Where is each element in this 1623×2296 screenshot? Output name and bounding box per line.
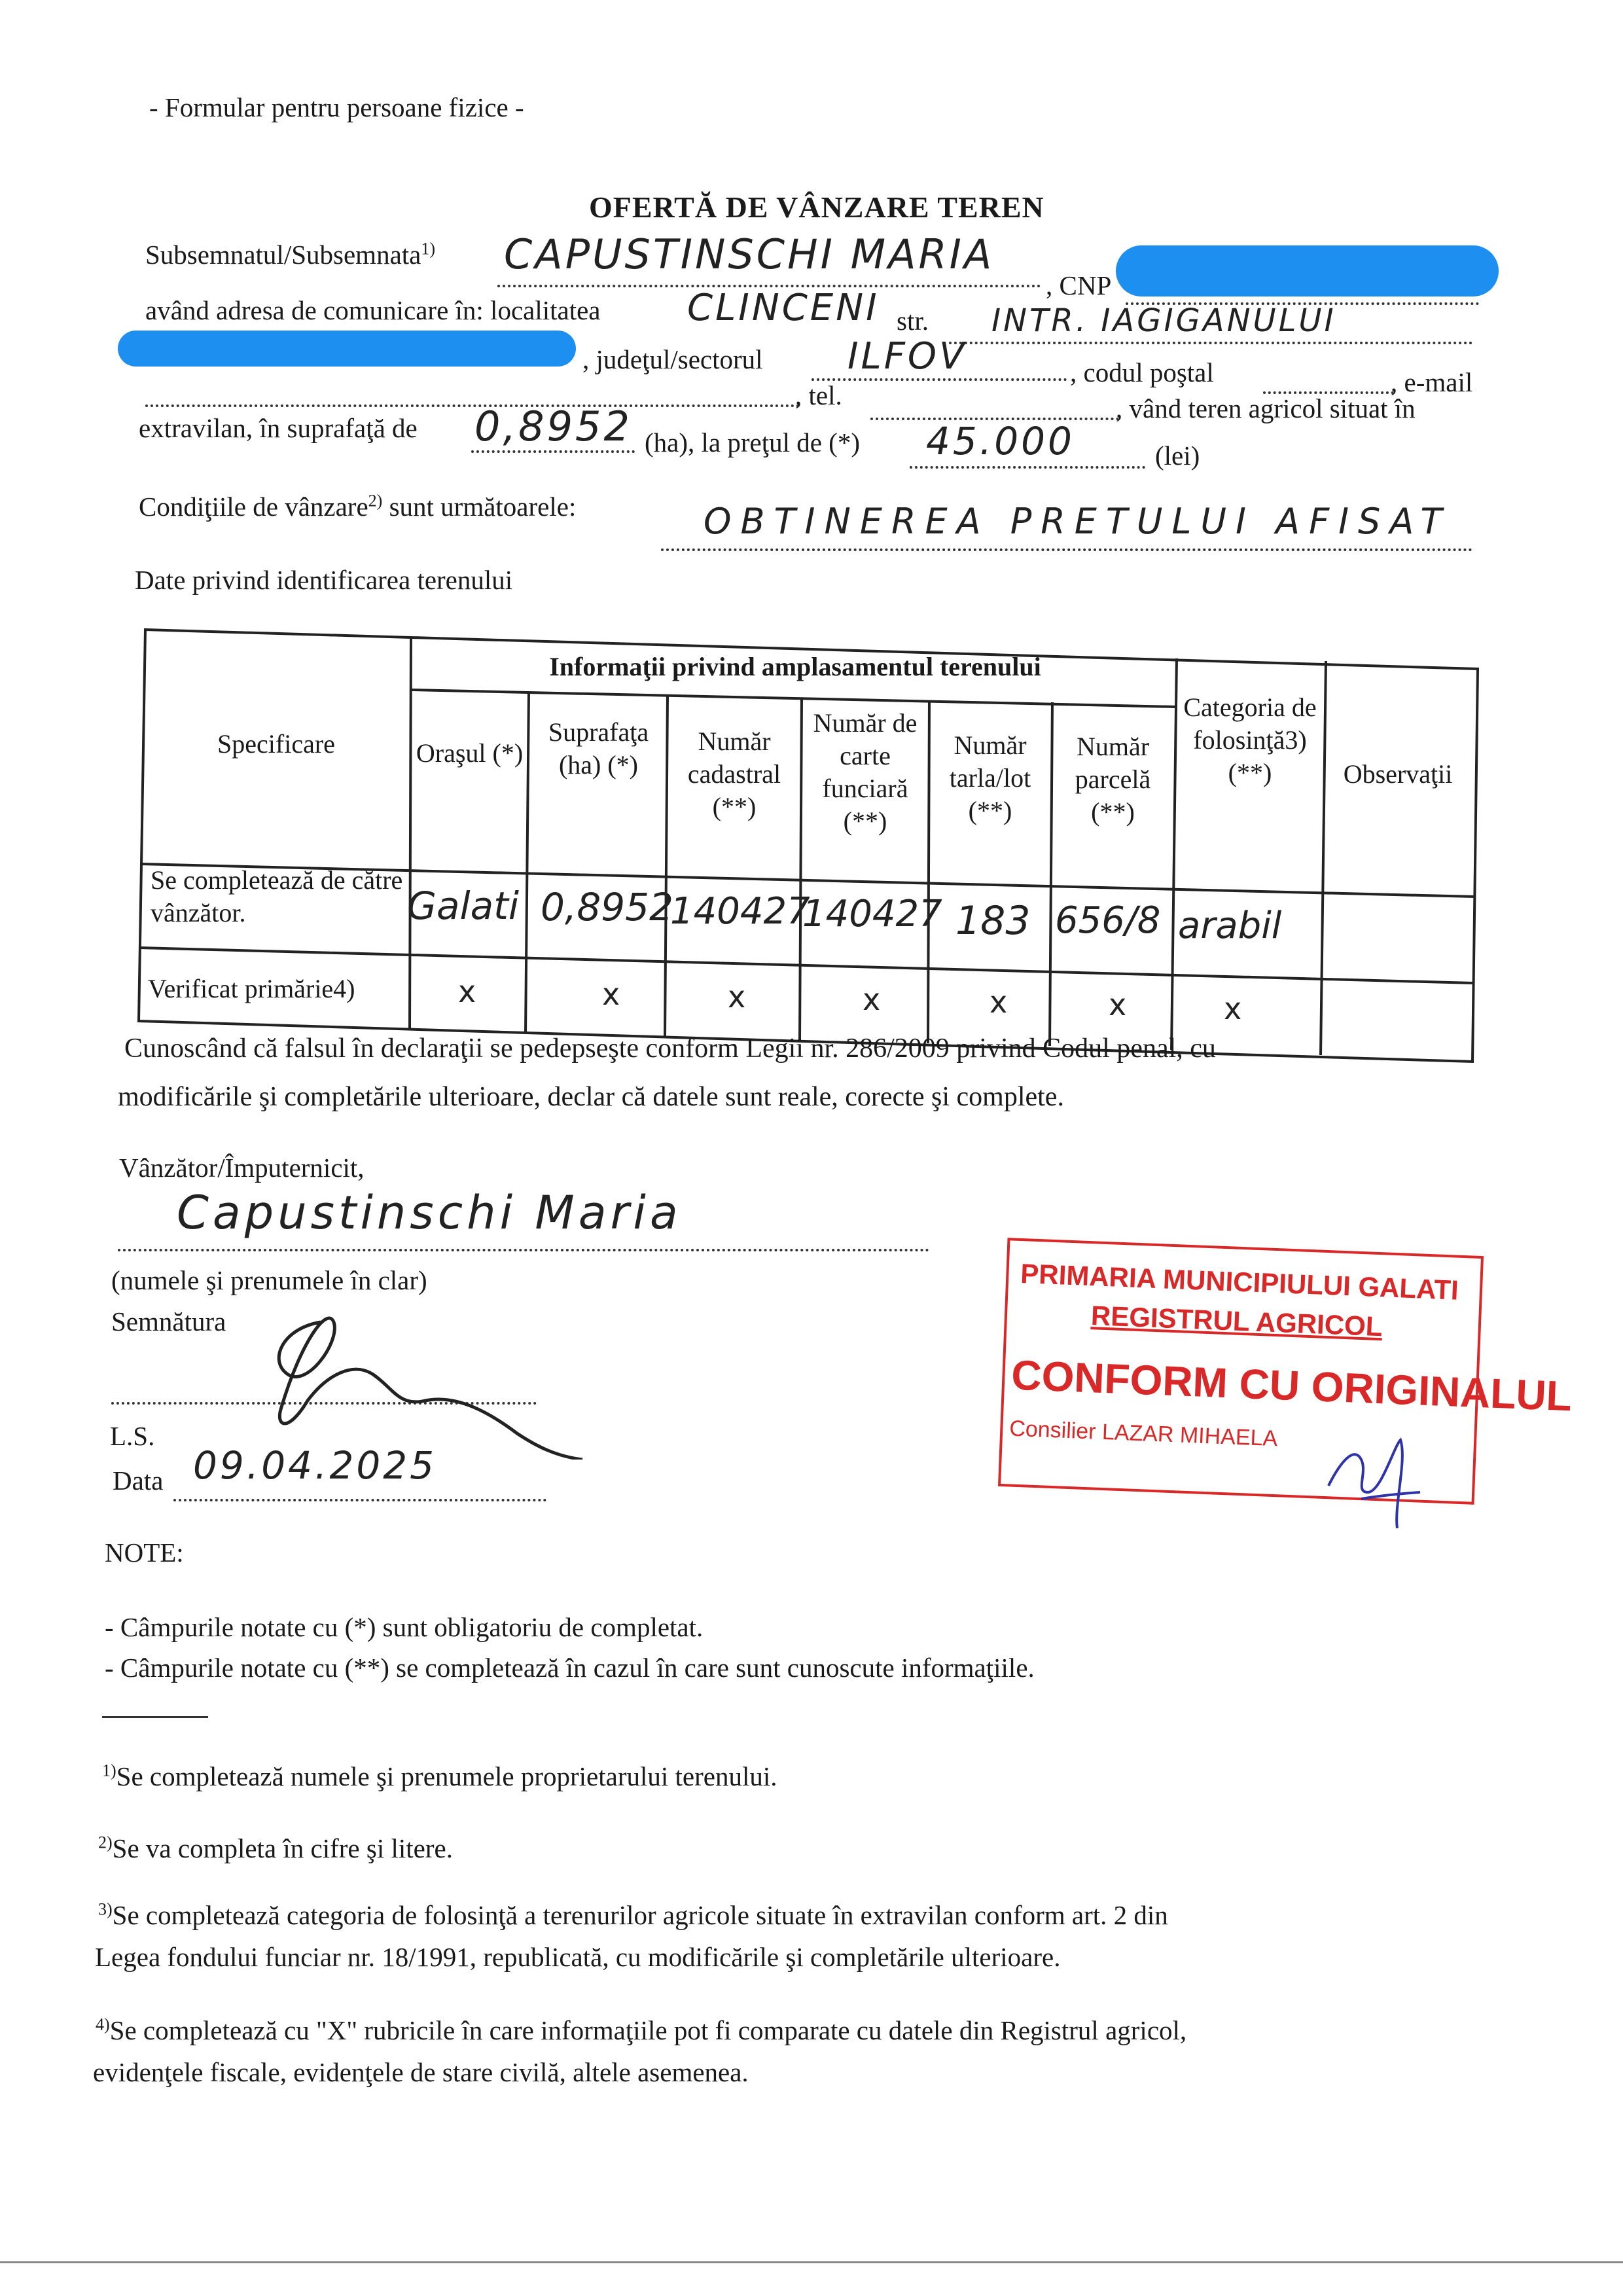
address-label: având adresa de comunicare în: localitatea [145,295,601,325]
footnote-4a: $^{4)}$Se completează cu "X" rubricile în care informaţiile pot fi comparate cu datele din Registrul agricol, [96,2015,1187,2045]
lei-label: (lei) [1155,440,1200,471]
street-value[interactable]: INTR. IAGIGANULUI [991,302,1336,339]
signature-label: Semnătura [111,1306,226,1336]
declaration-line-1: Cunoscând că falsul în declaraţii se pedepseşte conform Legii nr. 286/2009 privind Codul penal, cu [124,1033,1216,1064]
cell-suprafata[interactable]: 0,8952 [541,885,673,929]
conditii-label: Condiţiile de vânzare$^{2)}$ sunt următoarele: [139,491,577,522]
col-orasul: Oraşul (*) [416,738,524,768]
price-value[interactable]: 45.000 [926,419,1075,463]
notes-divider [102,1716,208,1718]
localitate-value[interactable]: CLINCENI [687,287,880,329]
col-parcela: Număr parcelă (**) [1075,732,1151,827]
col-observatii: Observaţii [1343,759,1453,789]
street-label: str. [897,306,929,336]
land-data-label: Date privind identificarea terenului [135,565,513,595]
ha-price-label: (ha), la preţul de (*) [645,427,860,457]
judet-value[interactable]: ILFOV [847,335,967,378]
stamp-line-1: PRIMARIA MUNICIPIULUI GALATI [1020,1257,1459,1306]
email-label: , e-mail [1391,367,1473,397]
seller-name-value[interactable]: Capustinschi Maria [177,1186,682,1240]
footnote-4b: evidenţele fiscale, evidenţele de stare civilă, altele asemenea. [93,2057,749,2087]
conditii-value[interactable]: OBTINEREA PRETULUI AFISAT [704,501,1452,542]
cell-check-tarla[interactable]: x [990,984,1008,1020]
extravilan-label: extravilan, în suprafaţă de [139,413,418,443]
surface-value[interactable]: 0,8952 [474,403,632,450]
stamp-line-4: Consilier LAZAR MIHAELA [1008,1416,1278,1452]
col-cadastral: Număr cadastral (**) [687,726,781,821]
cell-orasul[interactable]: Galati [407,884,519,928]
scan-edge [0,2261,1623,2263]
col-specificare: Specificare [217,729,335,759]
form-type-note: - Formular pentru persoane fizice - [149,92,524,122]
footnote-3b: Legea fondului funciar nr. 18/1991, republicată, cu modificările şi completările ulterioare. [95,1942,1061,1972]
col-tarla: Număr tarla/lot (**) [949,730,1031,825]
cell-check-orasul[interactable]: x [458,974,476,1009]
ls-label: L.S. [110,1421,155,1451]
cell-carte-funciara[interactable]: 140427 [802,893,942,935]
footnote-1: $^{1)}$Se completează numele şi prenumele proprietarului terenului. [102,1761,777,1791]
owner-name-value[interactable]: CAPUSTINSCHI MARIA [504,230,995,278]
footnote-3a: $^{3)}$Se completează categoria de folosinţă a terenurilor agricole situate în extravilan conform art. 2 din [98,1899,1168,1930]
subsemnatul-label: Subsemnatul/Subsemnata$^{1)}$ [145,239,436,270]
cell-categoria[interactable]: arabil [1178,905,1282,947]
cell-parcela[interactable]: 656/8 [1055,899,1161,942]
cell-check-suprafata[interactable]: x [602,977,620,1012]
declaration-line-2: modificările şi completările ulterioare, declar că datele sunt reale, corecte şi complete. [118,1082,1064,1112]
location-group-header: Informaţii privind amplasamentul terenului [549,652,1041,681]
document-title: OFERTĂ DE VÂNZARE TEREN [589,190,1044,224]
seller-label: Vânzător/Împuternicit, [119,1153,365,1183]
col-carte-funciara: Număr de carte funciară (**) [813,708,918,836]
cell-cadastral[interactable]: 140427 [670,890,810,933]
cnp-label: , CNP [1046,270,1112,300]
footnote-2: $^{2)}$Se va completa în cifre şi litere. [98,1833,453,1863]
cell-check-parcela[interactable]: x [1109,987,1127,1022]
stamp-line-2: REGISTRUL AGRICOL [1090,1300,1383,1342]
cell-tarla[interactable]: 183 [955,898,1031,944]
date-value[interactable]: 09.04.2025 [193,1443,437,1488]
handwritten-signature [242,1302,609,1460]
inspector-signature [1315,1420,1427,1532]
tel-label: , tel. [795,380,842,410]
notes-heading: NOTE: [105,1537,184,1568]
col-categoria: Categoria de folosinţă3) (**) [1183,692,1317,787]
date-label: Data [113,1465,164,1496]
stamp-line-3: CONFORM CU ORIGINALUL [1010,1351,1573,1420]
col-suprafata: Suprafaţa (ha) (*) [548,717,649,780]
cell-check-categoria[interactable]: x [1224,991,1242,1026]
note-2: - Câmpurile notate cu (**) se completează în cazul în care sunt cunoscute informaţiile. [105,1653,1035,1683]
row-primarie-label: Verificat primărie4) [148,974,355,1003]
vand-teren-label: , vând teren agricol situat în [1116,393,1416,423]
cell-check-cadastral[interactable]: x [728,979,746,1014]
row-vanzator-label: Se completează de către vânzător. [151,865,403,927]
postal-code-label: , codul poştal [1070,357,1214,387]
judet-label: , judeţul/sectorul [582,344,763,374]
note-1: - Câmpurile notate cu (*) sunt obligatoriu de completat. [105,1612,704,1642]
name-hint: (numele şi prenumele în clar) [111,1265,427,1295]
cell-check-carte[interactable]: x [863,982,881,1017]
